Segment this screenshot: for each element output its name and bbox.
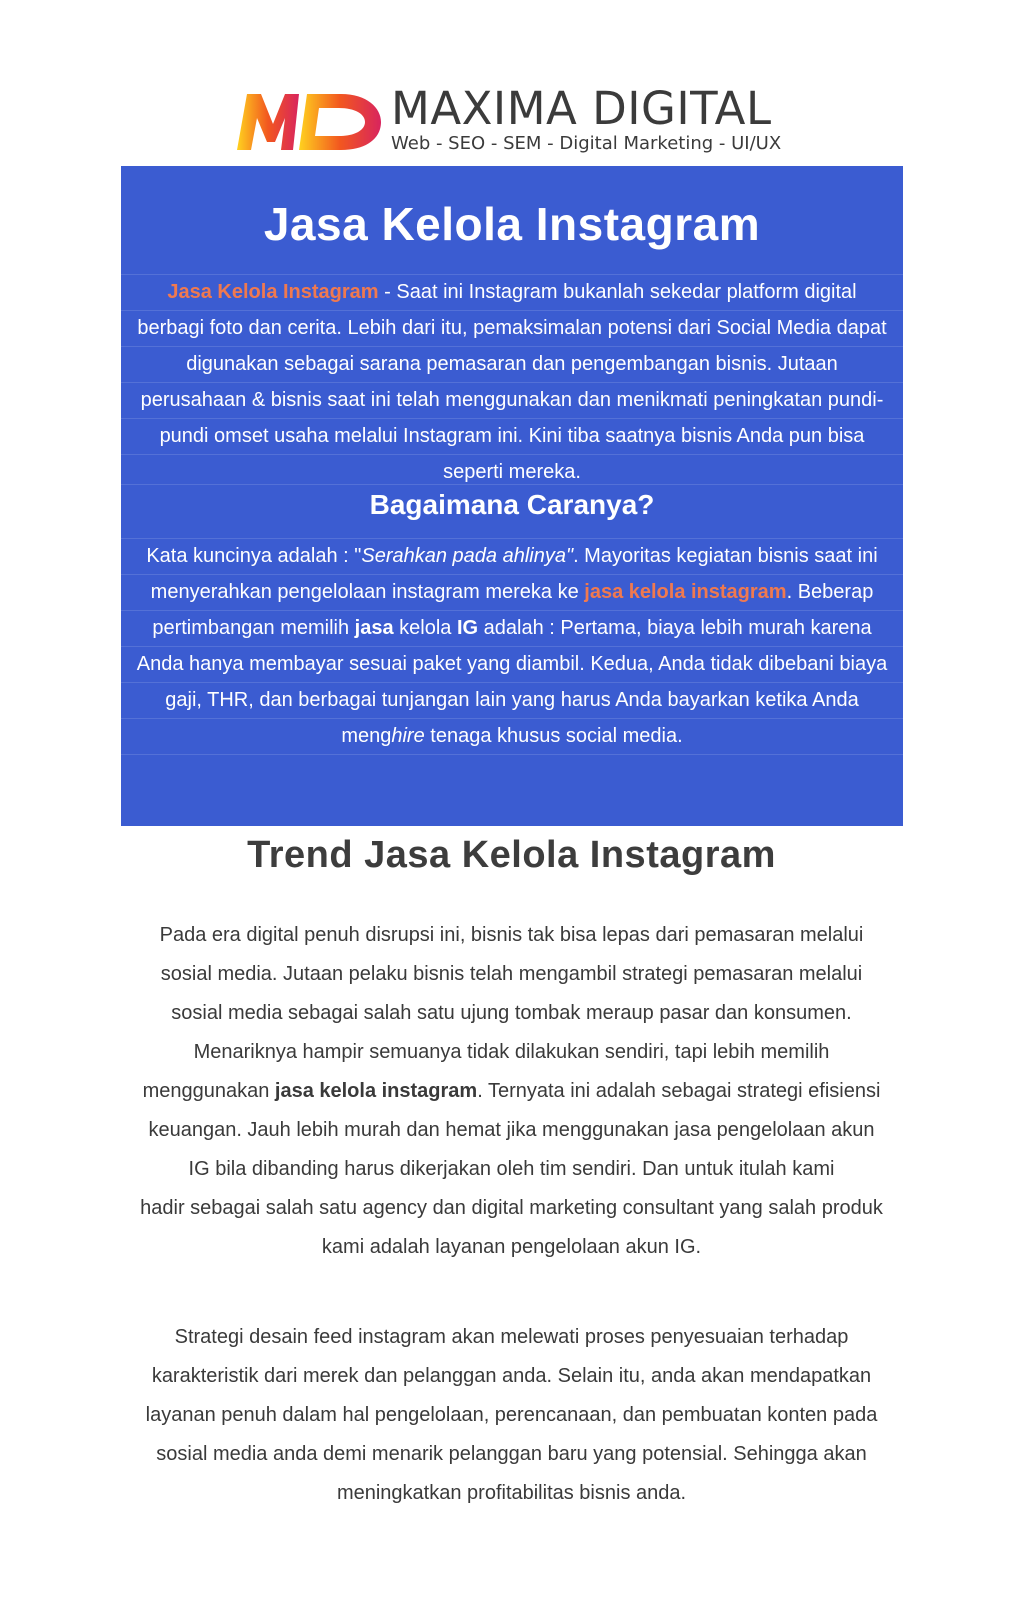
body-line-spacer	[121, 754, 903, 790]
paragraph-text: . Ternyata ini adalah sebagai strategi efisiensi	[477, 1080, 881, 1102]
body-text: . Mayoritas kegiatan bisnis saat ini	[573, 545, 878, 567]
paragraph-line: meningkatkan profitabilitas bisnis anda.	[336, 1482, 687, 1504]
hero-section	[121, 166, 903, 826]
intro-line: pundi omset usaha melalui Instagram ini. Kini tiba saatnya bisnis Anda pun bisa	[121, 418, 903, 454]
logo-tagline: Web - SEO - SEM - Digital Marketing - UI/UX	[391, 133, 782, 154]
body-line	[121, 610, 903, 646]
body-text: tenaga khusus social media.	[424, 725, 683, 747]
trend-title: Trend Jasa Kelola Instagram	[247, 834, 776, 876]
intro-line: perusahaan & bisnis saat ini telah menggunakan dan menikmati peningkatan pundi-	[121, 382, 903, 418]
paragraph-line: Pada era digital penuh disrupsi ini, bisnis tak bisa lepas dari pemasaran melalui	[159, 924, 864, 946]
body-text: . Beberap	[786, 581, 874, 603]
intro-line: digunakan sebagai sarana pemasaran dan pengembangan bisnis. Jutaan	[121, 346, 903, 382]
body-emphasis: Serahkan pada ahlinya"	[361, 545, 574, 567]
paragraph-line: karakteristik dari merek dan pelanggan anda. Selain itu, anda akan mendapatkan	[151, 1365, 872, 1387]
body-emphasis: hire	[391, 725, 425, 747]
body-text: pertimbangan memilih	[152, 617, 355, 639]
paragraph-line: kami adalah layanan pengelolaan akun IG.	[321, 1236, 702, 1258]
body-text: adalah : Pertama, biaya lebih murah karena	[478, 617, 872, 639]
hero-subtitle: Bagaimana Caranya?	[121, 484, 903, 525]
logo-name: MAXIMA DIGITAL	[391, 82, 772, 135]
paragraph-line: Strategi desain feed instagram akan melewati proses penyesuaian terhadap	[174, 1326, 849, 1348]
maxima-digital-logo-mark	[233, 84, 385, 156]
intro-line: berbagi foto dan cerita. Lebih dari itu, pemaksimalan potensi dari Social Media dapat	[121, 310, 903, 346]
intro-text: - Saat ini Instagram bukanlah sekedar platform digital	[378, 281, 857, 303]
intro-line: seperti mereka.	[121, 454, 903, 490]
body-bold: IG	[456, 617, 479, 639]
paragraph-line: sosial media anda demi menarik pelanggan baru yang potensial. Sehingga akan	[156, 1443, 867, 1465]
trend-paragraph-2	[110, 1318, 913, 1513]
paragraph-line: sosial media. Jutaan pelaku bisnis telah mengambil strategi pemasaran melalui	[160, 963, 863, 985]
body-line: gaji, THR, dan berbagai tunjangan lain yang harus Anda bayarkan ketika Anda	[121, 682, 903, 718]
hero-body	[121, 538, 903, 790]
paragraph-line: Menariknya hampir semuanya tidak dilakukan sendiri, tapi lebih memilih	[193, 1041, 830, 1063]
body-line	[121, 538, 903, 574]
paragraph-line: layanan penuh dalam hal pengelolaan, perencanaan, dan pembuatan konten pada	[145, 1404, 878, 1426]
body-bold: jasa	[354, 617, 394, 639]
body-text: menyerahkan pengelolaan instagram mereka ke	[150, 581, 585, 603]
body-line	[121, 718, 903, 754]
brand-logo[interactable]	[233, 82, 793, 158]
paragraph-line: sosial media sebagai salah satu ujung tombak meraup pasar dan konsumen.	[171, 1002, 852, 1024]
intro-highlight-link[interactable]: Jasa Kelola Instagram	[167, 281, 379, 303]
paragraph-line: keuangan. Jauh lebih murah dan hemat jika menggunakan jasa pengelolaan akun	[148, 1119, 875, 1141]
intro-line	[121, 274, 903, 310]
body-line	[121, 574, 903, 610]
body-line: Anda hanya membayar sesuai paket yang diambil. Kedua, Anda tidak dibebani biaya	[121, 646, 903, 682]
hero-title: Jasa Kelola Instagram	[263, 198, 761, 250]
body-text: kelola	[393, 617, 457, 639]
trend-paragraph-1	[110, 916, 913, 1267]
paragraph-line: hadir sebagai salah satu agency dan digital marketing consultant yang salah produk	[140, 1197, 883, 1219]
body-text: meng	[341, 725, 392, 747]
body-text: Kata kuncinya adalah : "	[146, 545, 362, 567]
paragraph-bold: jasa kelola instagram	[274, 1080, 478, 1102]
paragraph-line: IG bila dibanding harus dikerjakan oleh tim sendiri. Dan untuk itulah kami	[188, 1158, 835, 1180]
paragraph-text: menggunakan	[142, 1080, 275, 1102]
body-highlight-link[interactable]: jasa kelola instagram	[584, 581, 787, 603]
paragraph-line	[110, 1072, 913, 1111]
hero-intro	[121, 274, 903, 490]
